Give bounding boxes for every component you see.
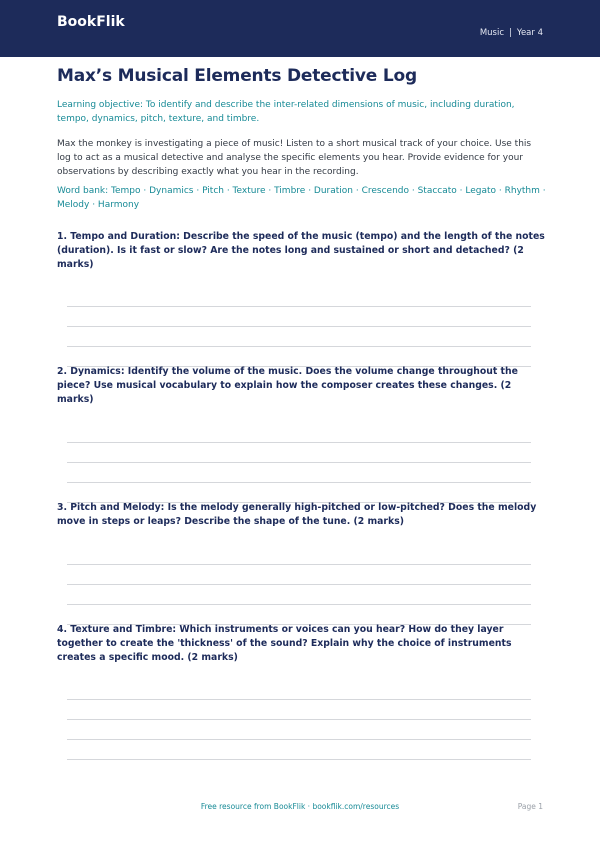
page-number: Page 1 — [517, 802, 543, 811]
word-bank: Word bank: Tempo · Dynamics · Pitch · Texture · Timbre · Duration · Crescendo · Staccato · Legato · Rhythm · Melody · Harmony — [57, 186, 546, 210]
intro-paragraph: Max the monkey is investigating a piece of music! Listen to a short musical track of your choice. Use this log to act as a musical detective and analyse the specific elements you hear. Provide evidence for your observations by describing exactly what you hear in the recording. — [57, 139, 532, 177]
answer-line[interactable] — [67, 462, 531, 463]
header-separator: | — [509, 28, 512, 38]
year-label: Year 4 — [516, 28, 543, 38]
question-3: 3. Pitch and Melody: Is the melody generally high-pitched or low-pitched? Does the melody move in steps or leaps? Describe the shape of the tune. (2 marks) — [57, 502, 537, 527]
question-1: 1. Tempo and Duration: Describe the speed of the music (tempo) and the length of the notes (duration). Is it fast or slow? Are the notes long and sustained or short and detached? (2 marks) — [57, 231, 545, 270]
brand-logo-text[interactable]: BookFlik — [57, 14, 125, 30]
answer-line[interactable] — [67, 306, 531, 307]
subject-label: Music — [479, 28, 505, 38]
answer-line[interactable] — [67, 584, 531, 585]
footer-credit[interactable]: Free resource from BookFlik · bookflik.com/resources — [200, 802, 400, 811]
answer-line[interactable] — [67, 482, 531, 483]
page-title: Max’s Musical Elements Detective Log — [57, 66, 417, 86]
answer-line[interactable] — [67, 564, 531, 565]
learning-objective: Learning objective: To identify and describe the inter-related dimensions of music, including duration, tempo, dynamics, pitch, texture, and timbre. — [57, 100, 515, 124]
answer-line[interactable] — [67, 759, 531, 760]
answer-line[interactable] — [67, 346, 531, 347]
answer-line[interactable] — [67, 699, 531, 700]
subject-year-label — [480, 25, 543, 41]
question-2: 2. Dynamics: Identify the volume of the music. Does the volume change throughout the piece? Use musical vocabulary to explain how the composer creates these changes. (2 marks) — [57, 366, 518, 405]
answer-line[interactable] — [67, 604, 531, 605]
header-bar — [0, 0, 600, 57]
question-4: 4. Texture and Timbre: Which instruments or voices can you hear? How do they layer together to create the 'thickness' of the sound? Explain why the choice of instruments creates a specific mood. (2 marks) — [57, 624, 512, 663]
answer-line[interactable] — [67, 326, 531, 327]
answer-line[interactable] — [67, 739, 531, 740]
answer-line[interactable] — [67, 442, 531, 443]
answer-line[interactable] — [67, 719, 531, 720]
